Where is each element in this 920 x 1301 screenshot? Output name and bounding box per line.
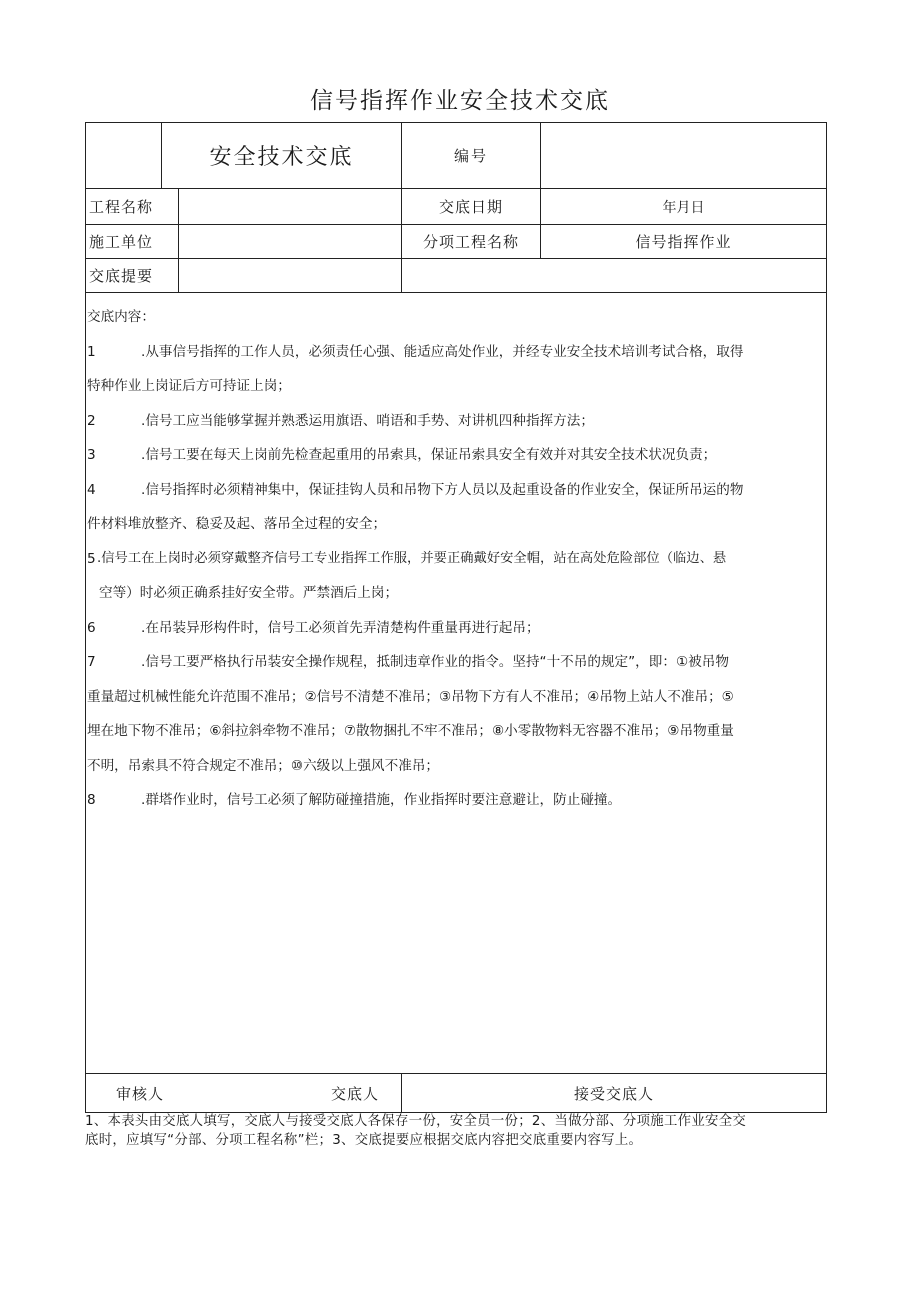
item-text: .信号工应当能够掌握并熟悉运用旗语、哨语和手势、对讲机四种指挥方法； [141, 412, 594, 429]
item-number: 5 [87, 550, 96, 567]
document-title: 信号指挥作业安全技术交底 [310, 88, 610, 114]
content-item [87, 783, 825, 818]
sub-project-label: 分项工程名称 [422, 233, 519, 251]
item-number: 4 [87, 481, 96, 498]
content-item [87, 645, 825, 783]
date-label: 交底日期 [438, 198, 503, 216]
content-item [87, 611, 825, 646]
item-text-continued: 埋在地下物不准吊；⑥斜拉斜牵物不准吊；⑦散物捆扎不牢不准吊；⑧小零散物料无容器不准吊；⑨吊物重量 [87, 723, 734, 739]
item-text: .群塔作业时，信号工必须了解防碰撞措施，作业指挥时要注意避让，防止碰撞。 [141, 792, 622, 808]
item-number: 2 [87, 412, 96, 429]
disclosure-content [87, 300, 825, 818]
item-text-continued: 不明，吊索具不符合规定不准吊；⑩六级以上强风不准吊； [87, 757, 440, 774]
item-number: 8 [87, 792, 96, 808]
item-text: .信号工在上岗时必须穿戴整齐信号工专业指挥工作服，并要正确戴好安全帽，站在高处危险部位（临边、悬 [97, 550, 727, 566]
unit-value[interactable] [179, 225, 401, 258]
item-number: 6 [87, 619, 96, 636]
reviewer-label: 审核人 [116, 1084, 165, 1103]
date-value[interactable]: 年月日 [662, 199, 705, 216]
item-text-continued: 件材料堆放整齐、稳妥及起、落吊全过程的安全； [87, 516, 387, 532]
item-text: .在吊装异形构件时，信号工必须首先弄清楚构件重量再进行起吊； [141, 619, 540, 636]
content-item [87, 404, 825, 439]
discloser-label: 交底人 [331, 1084, 380, 1103]
summary-value[interactable] [179, 259, 826, 292]
summary-label: 交底提要 [89, 267, 154, 285]
item-number: 7 [87, 654, 96, 670]
project-name-value[interactable] [179, 189, 401, 224]
project-name-label: 工程名称 [89, 198, 154, 216]
receiver-label: 接受交底人 [573, 1084, 654, 1103]
sub-project-value[interactable]: 信号指挥作业 [635, 233, 732, 251]
item-text: .信号工要严格执行吊装安全操作规程，抵制违章作业的指令。坚持“十不吊的规定”，即：①被吊物 [141, 654, 729, 670]
content-heading: 交底内容： [87, 309, 155, 325]
content-item [87, 473, 825, 542]
unit-label: 施工单位 [89, 233, 154, 251]
item-text-continued: 重量超过机械性能允许范围不准吊；②信号不清楚不准吊；③吊物下方有人不准吊；④吊物上站人不准吊；⑤ [87, 688, 734, 705]
item-number: 1 [87, 343, 96, 360]
item-number: 3 [87, 447, 96, 463]
item-text: .信号工要在每天上岗前先检查起重用的吊索具，保证吊索具安全有效并对其安全技术状况负责； [141, 447, 717, 463]
content-item [87, 335, 825, 404]
row-divider [86, 292, 826, 293]
item-text-continued: 空等）时必须正确系挂好安全带。严禁酒后上岗； [99, 585, 399, 601]
item-text: .信号指挥时必须精神集中，保证挂钩人员和吊物下方人员以及起重设备的作业安全，保证所吊运的物 [141, 481, 744, 498]
item-text: .从事信号指挥的工作人员，必须责任心强、能适应高处作业，并经专业安全技术培训考试合格，取得 [141, 343, 744, 360]
content-item [87, 542, 825, 611]
form-title: 安全技术交底 [209, 145, 354, 170]
code-value[interactable] [541, 123, 826, 188]
form-footnote [85, 1112, 827, 1150]
item-text-continued: 特种作业上岗证后方可持证上岗； [87, 378, 291, 394]
content-item [87, 438, 825, 473]
footnote-line: 底时，应填写“分部、分项工程名称”栏；3、交底提要应根据交底内容把交底重要内容写上。 [85, 1133, 643, 1148]
code-label: 编号 [453, 147, 488, 165]
footnote-line: 1、本表头由交底人填写，交底人与接受交底人各保存一份，安全员一份；2、当做分部、分项施工作业安全交 [85, 1114, 747, 1129]
